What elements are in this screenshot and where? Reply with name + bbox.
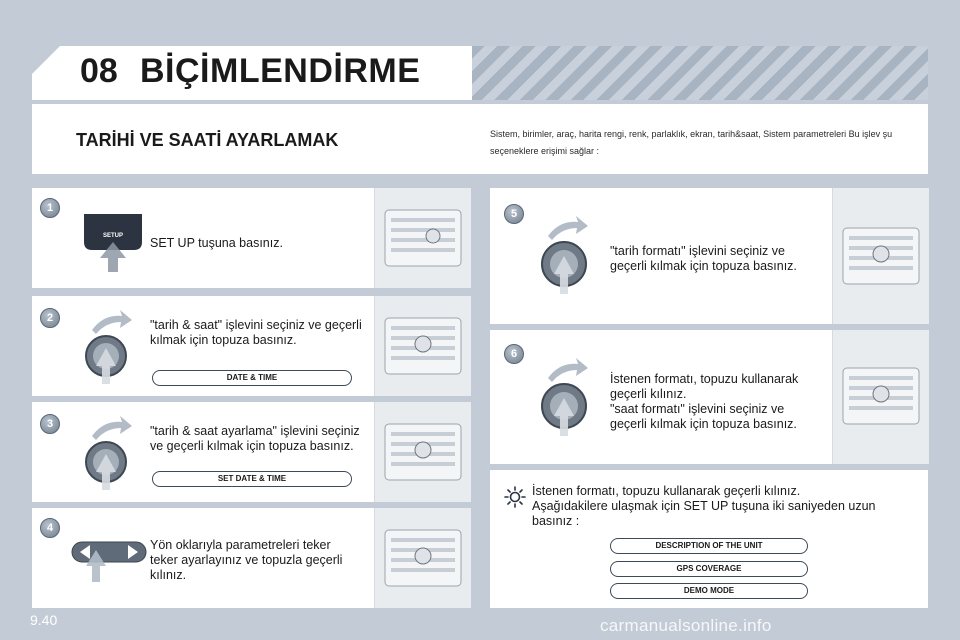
date-time-menu-label: DATE & TIME: [152, 370, 352, 386]
chapter-title: BİÇİMLENDİRME: [140, 52, 421, 90]
step-3-badge: 3: [40, 414, 60, 434]
step-4-badge: 4: [40, 518, 60, 538]
step-1-thumbnail: [374, 188, 471, 288]
intro-text: Sistem, birimler, araç, harita rengi, renk, parlaklık, ekran, tarih&saat, Sistem parametreleri Bu işlev şu seçeneklere erişimi sağlar :: [490, 129, 893, 156]
step-1-badge: 1: [40, 198, 60, 218]
step-4-text: Yön oklarıyla parametreleri teker teker ayarlayınız ve topuzla geçerli kılınız.: [150, 538, 343, 582]
section-title: TARİHİ VE SAATİ AYARLAMAK: [76, 130, 339, 150]
step-2-badge: 2: [40, 308, 60, 328]
watermark: carmanualsonline.info: [600, 616, 772, 635]
setup-button-label: SETUP: [102, 233, 124, 239]
step-3-thumbnail: [374, 402, 471, 502]
option-description-of-the-unit: DESCRIPTION OF THE UNIT: [610, 538, 808, 554]
tip-text: İstenen formatı, topuzu kullanarak geçerli kılınız. Aşağıdakilere ulaşmak için SET UP tuşuna iki saniyeden uzun basınız :: [532, 484, 876, 528]
step-6-badge: 6: [504, 344, 524, 364]
rotary-knob-icon: [82, 414, 142, 494]
step-5-badge: 5: [504, 204, 524, 224]
step-2-text: "tarih & saat" işlevini seçiniz ve geçerli kılmak için topuza basınız.: [150, 318, 362, 347]
step-4-thumbnail: [374, 508, 471, 608]
setup-button-icon: [78, 208, 148, 274]
chapter-number: 08: [80, 52, 118, 90]
option-gps-coverage: GPS COVERAGE: [610, 561, 808, 577]
sun-icon: [504, 486, 526, 508]
step-3-text: "tarih & saat ayarlama" işlevini seçiniz ve geçerli kılmak için topuza basınız.: [150, 424, 360, 453]
radio-unit-icon: [833, 330, 929, 464]
radio-unit-icon: [375, 508, 471, 608]
header-stripes: [472, 46, 928, 100]
step-6-text: İstenen formatı, topuzu kullanarak geçerli kılınız. "saat formatı" işlevini seçiniz ve geçerli kılmak için topuza basınız.: [610, 372, 799, 431]
page-number: 9.40: [30, 612, 58, 628]
radio-unit-icon: [833, 188, 929, 324]
step-1-text: SET UP tuşuna basınız.: [150, 236, 283, 250]
step-5-text: "tarih formatı" işlevini seçiniz ve geçerli kılmak için topuza basınız.: [610, 244, 797, 273]
option-demo-mode: DEMO MODE: [610, 583, 808, 599]
arrow-keys-icon: [70, 530, 150, 584]
set-date-time-menu-label: SET DATE & TIME: [152, 471, 352, 487]
radio-unit-icon: [375, 188, 471, 288]
radio-unit-icon: [375, 296, 471, 396]
rotary-knob-icon: [538, 356, 598, 440]
radio-unit-icon: [375, 402, 471, 502]
rotary-knob-icon: [82, 308, 142, 388]
step-6-thumbnail: [832, 330, 929, 464]
rotary-knob-icon: [538, 214, 598, 298]
step-2-thumbnail: [374, 296, 471, 396]
step-5-thumbnail: [832, 188, 929, 324]
